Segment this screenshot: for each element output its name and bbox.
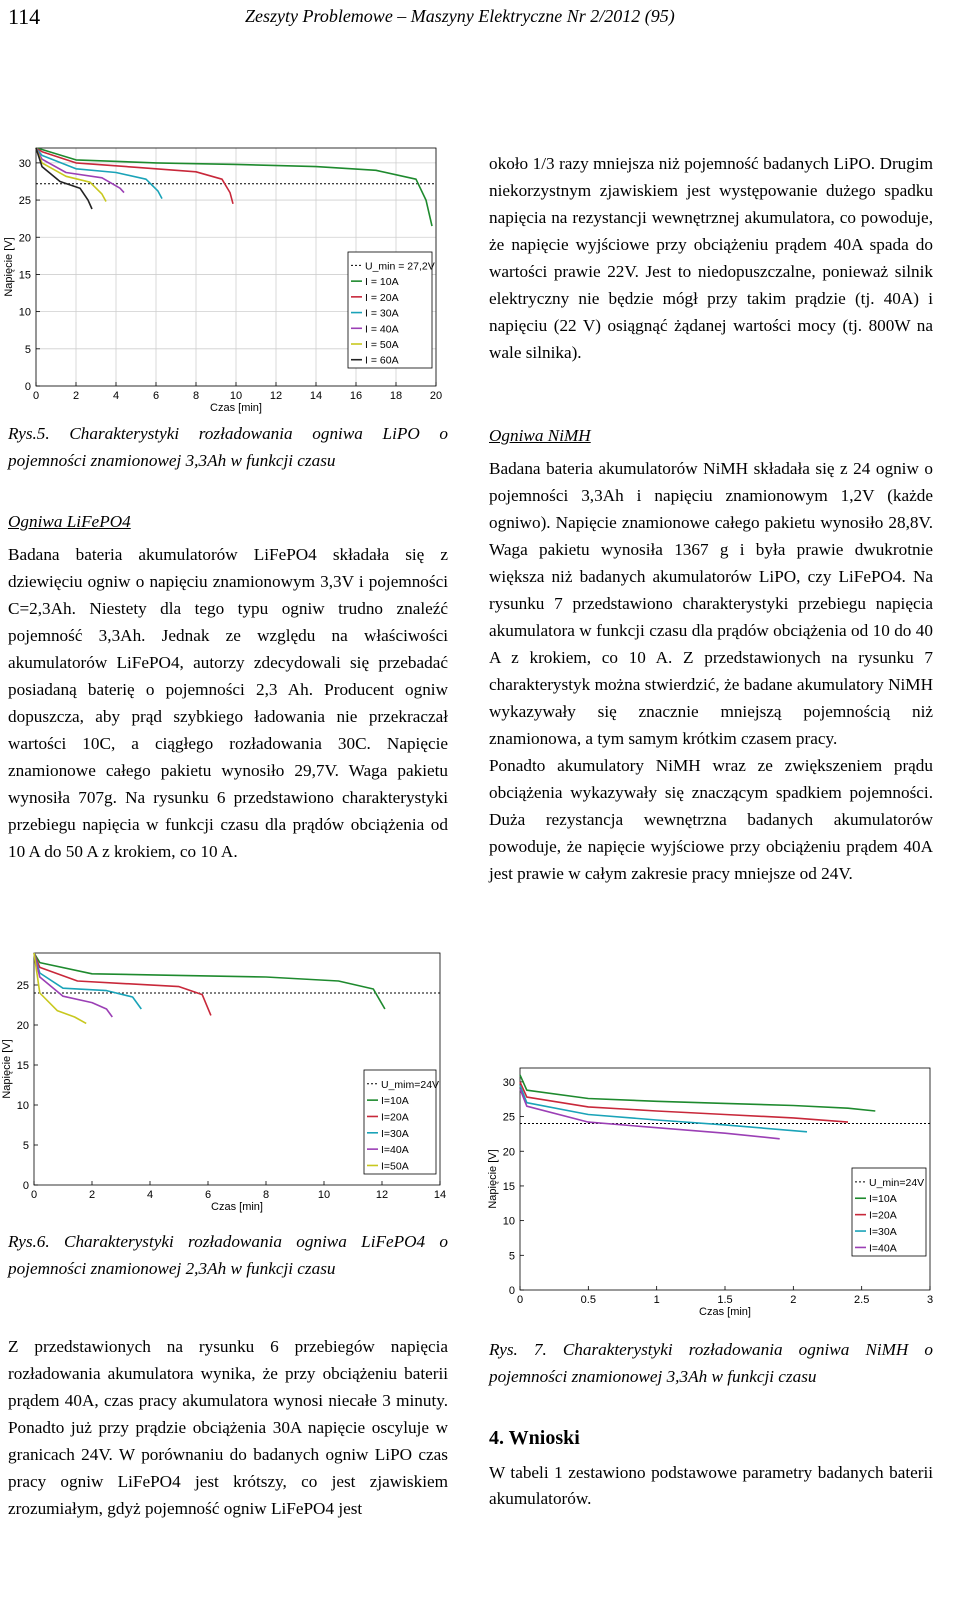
legend-label: I=30A [869,1226,897,1239]
legend-label: I=30A [381,1127,409,1140]
x-tick-label: 18 [389,390,403,402]
x-tick-label: 3 [926,1294,934,1306]
y-tick-label: 15 [16,1060,29,1072]
y-tick-label: 15 [502,1180,515,1193]
y-tick-label: 10 [502,1215,515,1228]
y-axis-label: Napięcie [V] [3,237,15,297]
legend-label: U_mim=24V [381,1078,440,1091]
y-tick-label: 5 [22,1140,29,1152]
legend-label: I=20A [381,1111,409,1124]
page-number: 114 [8,4,41,29]
series-line-3 [520,1085,807,1132]
legend-label: U_min = 27,2V [365,260,435,273]
legend-label: I = 10A [365,276,399,289]
section-heading-lifepo4: Ogniwa LiFePO4 [8,512,131,531]
legend-label: I=10A [869,1193,897,1206]
chart-fig5 [0,140,460,415]
y-axis-label: Napięcie [V] [1,1039,13,1099]
legend-label: I=40A [869,1242,897,1255]
x-tick-label: 12 [375,1189,389,1201]
running-header: Zeszyty Problemowe – Maszyny Elektryczne Nr 2/2012 (95) [245,6,675,26]
y-tick-label: 25 [502,1111,515,1124]
series-line-1 [520,1075,875,1111]
series-line-4 [34,953,112,1017]
legend-label: I=20A [869,1209,897,1222]
y-tick-label: 20 [18,232,31,245]
x-tick-label: 14 [433,1189,447,1201]
x-tick-label: 4 [112,390,120,402]
section-heading-nimh: Ogniwa NiMH [489,426,591,445]
figure-7-caption: Rys. 7. Charakterystyki rozładowania ogniwa NiMH o pojemności znamionowej 3,3Ah w funkcji czasu [489,1340,933,1386]
legend-label: I=50A [381,1160,409,1173]
y-tick-label: 5 [508,1250,515,1263]
series-line-2 [34,953,211,1015]
x-tick-label: 8 [262,1189,270,1201]
legend-label: I = 30A [365,307,399,320]
x-tick-label: 6 [204,1189,212,1201]
y-tick-label: 5 [24,343,31,356]
x-tick-label: 2 [88,1189,96,1201]
y-tick-label: 15 [18,269,31,282]
legend-label: I = 40A [365,323,399,336]
x-tick-label: 14 [309,390,323,402]
legend-label: I=10A [381,1095,409,1108]
paragraph-lifepo4-continued: około 1/3 razy mniejsza niż pojemność badanych LiPO. Drugim niekorzystnym zjawiskiem jest występowanie dużego spadku napięcia na rezystancji wewnętrznej akumulatora, co powoduje, że napięcie wyjściowe przy obciążeniu prądem 40A spada do wartości prawie 22V. Jest to niedopuszczalne, ponieważ silnik elektryczny nie będzie mógł przy takim prądzie (tj. 40A) i napięciu (22 V) osiągnąć żądanej wartości mocy (tj. 800W na wale silnika). [489,154,933,362]
figure-5-caption: Rys.5. Charakterystyki rozładowania ogniwa LiPO o pojemności znamionowej 3,3Ah w funkcji czasu [8,424,448,470]
legend-label: I = 60A [365,354,399,367]
series-line-4 [520,1089,780,1139]
paragraph-lifepo4: Badana bateria akumulatorów LiFePO4 składała się z dziewięciu ogniw o napięciu znamionowym 3,3V i pojemności C=2,3Ah. Niestety dla tego typu ogniw trudno znaleźć pojemność 3,3Ah. Jednak ze względu na właściwości akumulatorów LiFePO4, autorzy zdecydowali się przebadać posiadaną baterię o pojemności 2,3 Ah. Producent ogniw dopuszcza, aby prąd szybkiego ładowania nie przekraczał wartości 10C, a ciągłego rozładowania 30C. Napięcie znamionowe całego pakietu wynosiło 29,7V. Waga pakietu wynosiła 707g. Na rysunku 6 przedstawiono charakterystyki przebiegu napięcia w funkcji czasu dla prądów obciążenia od 10 A do 50 A z krokiem, co 10 A. [8,545,448,861]
x-tick-label: 10 [229,390,243,402]
y-tick-label: 10 [16,1100,29,1112]
paragraph-conclusions: W tabeli 1 zestawiono podstawowe parametry badanych baterii akumulatorów. [489,1463,933,1508]
x-tick-label: 0 [32,390,40,402]
legend-label: U_min=24V [869,1176,925,1189]
chart-fig6 [0,945,460,1215]
chart-fig7 [480,1050,950,1330]
y-tick-label: 25 [16,980,29,992]
x-axis-label: Czas [min] [699,1306,751,1318]
x-tick-label: 12 [269,390,283,402]
legend-label: I = 50A [365,339,399,351]
y-tick-label: 30 [502,1076,515,1089]
figure-6-caption: Rys.6. Charakterystyki rozładowania ogniwa LiFePO4 o pojemności znamionowej 2,3Ah w funkcji czasu [8,1232,448,1278]
x-tick-label: 8 [192,390,200,402]
paragraph-nimh-2: Ponadto akumulatory NiMH wraz ze zwiększeniem prądu obciążenia wykazywały się znaczącym spadkiem pojemności. Duża rezystancja wewnętrzna badanych akumulatorów powoduje, że napięcie wyjściowe przy obciążeniu prądem 40A jest prawie w całym zakresie pracy mniejsze od 24V. [489,756,933,883]
legend-label: I=40A [381,1144,409,1157]
x-tick-label: 10 [317,1189,331,1201]
x-tick-label: 6 [152,390,160,402]
x-tick-label: 2 [790,1294,797,1306]
x-tick-label: 2 [72,390,80,402]
x-tick-label: 0 [516,1294,524,1306]
y-tick-label: 10 [18,306,31,319]
y-tick-label: 20 [16,1020,29,1032]
series-line-5 [36,148,106,202]
paragraph-nimh-1: Badana bateria akumulatorów NiMH składała się z 24 ogniw o pojemności 3,3Ah i napięciu znamionowym 1,2V (każde ogniwo). Napięcie znamionowe całego pakietu wynosiło 28,8V. Waga pakietu wynosiła 1367 g i była prawie dwukrotnie większa niż badanych akumulatorów LiPO, czy LiFePO4. Na rysunku 7 przedstawiono charakterystyki przebiegu napięcia akumulatora w funkcji czasu dla prądów obciążenia od 10 do 40 A z krokiem, co 10 A. Z przedstawionych na rysunku 7 charakterystyk można stwierdzić, że badane akumulatory NiMH wykazywały się znacznie mniejszą pojemnością niż znamionowa, a tym samym krótkim czasem pracy. [489,459,933,748]
y-tick-label: 20 [502,1146,515,1159]
y-tick-label: 25 [18,195,31,208]
x-tick-label: 0 [30,1189,38,1201]
section-heading-conclusions: 4. Wnioski [489,1427,580,1449]
x-tick-label: 2.5 [854,1294,870,1306]
x-axis-label: Czas [min] [210,402,262,414]
paragraph-conclusion-fig6: Z przedstawionych na rysunku 6 przebiegów napięcia rozładowania akumulatora wynika, że przy obciążeniu baterii prądem 40A, czas pracy akumulatora wynosi niecałe 3 minuty. Ponadto już przy prądzie obciążenia 30A napięcie oscyluje w granicach 24V. W porównaniu do badanych ogniw LiPO czas pracy ogniw LiFePO4 jest krótszy, co jest zjawiskiem zrozumiałym, gdyż pojemność ogniw LiFePO4 jest [8,1337,448,1518]
y-tick-label: 0 [22,1180,29,1192]
y-tick-label: 0 [508,1285,515,1297]
x-tick-label: 4 [146,1189,154,1201]
x-tick-label: 16 [349,390,363,402]
y-tick-label: 30 [18,157,31,170]
x-tick-label: 1 [653,1294,660,1306]
x-tick-label: 20 [429,390,443,402]
y-axis-label: Napięcie [V] [487,1149,499,1209]
y-tick-label: 0 [24,381,31,393]
x-axis-label: Czas [min] [211,1201,263,1213]
legend-label: I = 20A [365,291,399,304]
x-tick-label: 0.5 [580,1294,596,1306]
x-tick-label: 1.5 [717,1294,733,1306]
